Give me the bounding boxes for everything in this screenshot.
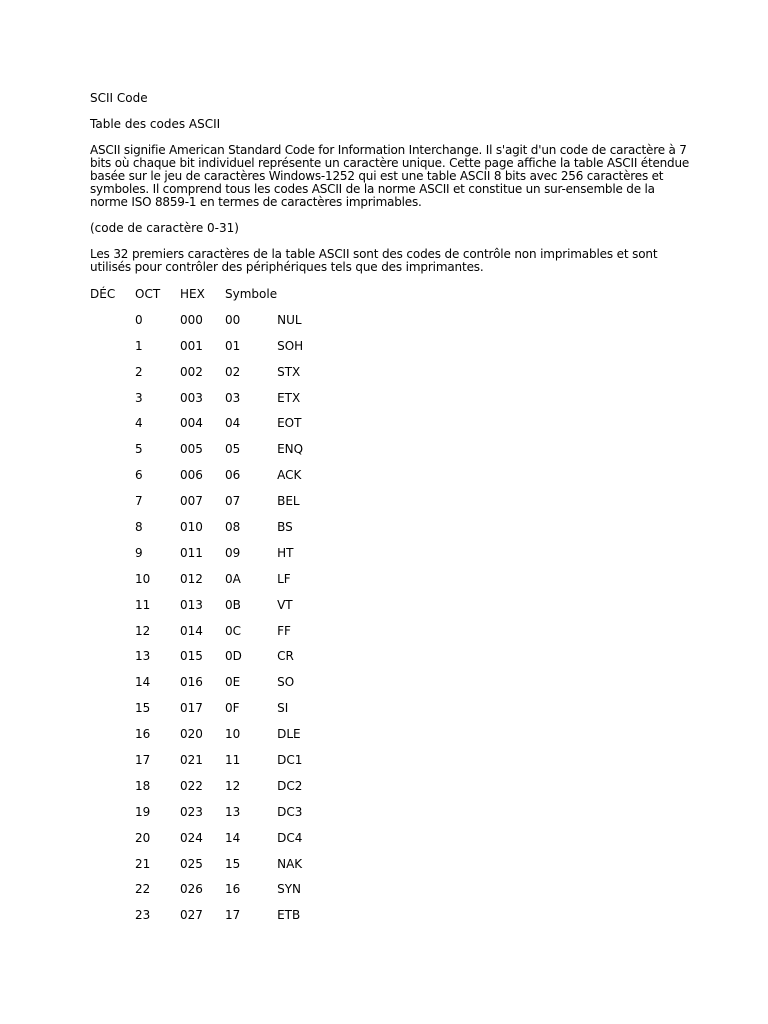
- cell-empty: [90, 753, 135, 779]
- cell-oct: 000: [180, 312, 203, 327]
- cell-empty: [90, 882, 135, 908]
- cell-oct: 016: [180, 675, 203, 690]
- table-row: [90, 753, 337, 779]
- cell-empty: [90, 675, 135, 701]
- cell-symbol: NUL: [277, 312, 302, 327]
- ascii-table-body: [90, 313, 337, 934]
- cell-hex: 16: [225, 882, 241, 897]
- table-row: [90, 727, 337, 753]
- cell-oct: 026: [180, 882, 203, 897]
- cell-oct: 004: [180, 416, 203, 431]
- cell-symbol: DC1: [277, 753, 303, 768]
- cell-dec: 16: [135, 727, 151, 742]
- cell-hex: 12: [225, 778, 241, 793]
- table-row: [90, 313, 337, 339]
- cell-empty: [90, 494, 135, 520]
- cell-empty: [90, 520, 135, 546]
- cell-dec: 21: [135, 856, 151, 871]
- cell-dec: 15: [135, 701, 151, 716]
- cell-hex: 07: [225, 494, 241, 509]
- cell-symbol: SOH: [277, 338, 304, 353]
- cell-oct: 005: [180, 442, 203, 457]
- cell-hex: 0C: [225, 623, 242, 638]
- cell-empty: [90, 649, 135, 675]
- cell-empty: [90, 727, 135, 753]
- cell-empty: [90, 416, 135, 442]
- cell-dec: 5: [135, 442, 143, 457]
- cell-hex: 06: [225, 468, 241, 483]
- table-row: [90, 391, 337, 417]
- table-row: [90, 365, 337, 391]
- cell-oct: 022: [180, 778, 203, 793]
- cell-empty: [90, 805, 135, 831]
- cell-hex: 02: [225, 364, 241, 379]
- cell-dec: 7: [135, 494, 143, 509]
- ascii-table: [90, 287, 337, 934]
- cell-oct: 001: [180, 338, 203, 353]
- table-row: [90, 857, 337, 883]
- table-row: [90, 649, 337, 675]
- cell-dec: 9: [135, 545, 143, 560]
- cell-oct: 012: [180, 571, 203, 586]
- cell-oct: 003: [180, 390, 203, 405]
- cell-symbol: ACK: [277, 468, 302, 483]
- cell-dec: 1: [135, 338, 143, 353]
- range-note: (code de caractère 0-31): [90, 221, 239, 235]
- cell-dec: 2: [135, 364, 143, 379]
- cell-symbol: DC2: [277, 778, 303, 793]
- cell-empty: [90, 442, 135, 468]
- cell-dec: 17: [135, 753, 151, 768]
- table-row: [90, 546, 337, 572]
- cell-empty: [90, 339, 135, 365]
- table-row: [90, 442, 337, 468]
- table-header-row: [90, 287, 337, 313]
- table-row: [90, 416, 337, 442]
- table-row: [90, 339, 337, 365]
- cell-dec: 11: [135, 597, 151, 612]
- table-row: [90, 908, 337, 934]
- cell-oct: 007: [180, 494, 203, 509]
- cell-symbol: SO: [277, 675, 295, 690]
- cell-symbol: ENQ: [277, 442, 304, 457]
- table-row: [90, 882, 337, 908]
- cell-oct: 015: [180, 649, 203, 664]
- cell-oct: 011: [180, 545, 203, 560]
- cell-hex: 0A: [225, 571, 241, 586]
- cell-hex: 00: [225, 312, 241, 327]
- cell-dec: 8: [135, 520, 143, 535]
- cell-dec: 18: [135, 778, 151, 793]
- document-subtitle: Table des codes ASCII: [90, 117, 221, 131]
- cell-empty: [90, 468, 135, 494]
- cell-empty: [90, 365, 135, 391]
- cell-oct: 023: [180, 804, 203, 819]
- cell-hex: 10: [225, 727, 241, 742]
- cell-oct: 027: [180, 908, 203, 923]
- cell-hex: 0F: [225, 701, 240, 716]
- cell-symbol: HT: [277, 545, 294, 560]
- cell-empty: [90, 624, 135, 650]
- table-row: [90, 701, 337, 727]
- cell-dec: 6: [135, 468, 143, 483]
- table-row: [90, 779, 337, 805]
- cell-symbol: BEL: [277, 494, 300, 509]
- header-hex: HEX: [180, 287, 205, 301]
- cell-hex: 14: [225, 830, 241, 845]
- cell-dec: 13: [135, 649, 151, 664]
- cell-dec: 12: [135, 623, 151, 638]
- cell-oct: 002: [180, 364, 203, 379]
- cell-dec: 3: [135, 390, 143, 405]
- cell-oct: 013: [180, 597, 203, 612]
- cell-empty: [90, 908, 135, 934]
- table-row: [90, 520, 337, 546]
- cell-oct: 021: [180, 753, 203, 768]
- header-oct: OCT: [135, 287, 161, 301]
- cell-hex: 17: [225, 908, 241, 923]
- cell-hex: 03: [225, 390, 241, 405]
- cell-oct: 020: [180, 727, 203, 742]
- cell-oct: 014: [180, 623, 203, 638]
- cell-oct: 010: [180, 520, 203, 535]
- cell-hex: 09: [225, 545, 241, 560]
- cell-hex: 0E: [225, 675, 241, 690]
- cell-oct: 006: [180, 468, 203, 483]
- intro-paragraph: ASCII signifie American Standard Code for Information Interchange. Il s'agit d'un code de caractère à 7 bits où chaque bit individuel représente un caractère unique. Cette page affiche la table ASCII étendue basée sur le jeu de caractères Windows-1252 qui est une table ASCII 8 bits avec 256 caractères et symboles. Il comprend tous les codes ASCII de la norme ASCII et constitue un sur-ensemble de la norme ISO 8859-1 en termes de caractères imprimables.: [90, 143, 690, 209]
- table-row: [90, 675, 337, 701]
- cell-dec: 0: [135, 312, 143, 327]
- cell-symbol: STX: [277, 364, 301, 379]
- cell-symbol: SI: [277, 701, 289, 716]
- cell-symbol: FF: [277, 623, 291, 638]
- cell-empty: [90, 779, 135, 805]
- cell-symbol: DLE: [277, 727, 301, 742]
- cell-symbol: SYN: [277, 882, 302, 897]
- cell-symbol: NAK: [277, 856, 303, 871]
- cell-empty: [90, 598, 135, 624]
- table-row: [90, 468, 337, 494]
- cell-empty: [90, 857, 135, 883]
- table-row: [90, 572, 337, 598]
- cell-empty: [90, 313, 135, 339]
- cell-hex: 13: [225, 804, 241, 819]
- cell-dec: 14: [135, 675, 151, 690]
- cell-symbol: VT: [277, 597, 293, 612]
- cell-empty: [90, 831, 135, 857]
- table-row: [90, 624, 337, 650]
- cell-oct: 017: [180, 701, 203, 716]
- cell-symbol: EOT: [277, 416, 302, 431]
- cell-dec: 10: [135, 571, 151, 586]
- description-paragraph: Les 32 premiers caractères de la table ASCII sont des codes de contrôle non imprimables et sont utilisés pour contrôler des périphériques tels que des imprimantes.: [90, 247, 658, 274]
- document-title: SCII Code: [90, 91, 148, 105]
- cell-hex: 05: [225, 442, 241, 457]
- cell-empty: [90, 546, 135, 572]
- cell-empty: [90, 391, 135, 417]
- cell-hex: 04: [225, 416, 241, 431]
- document-page: [90, 92, 690, 934]
- table-row: [90, 805, 337, 831]
- cell-hex: 0B: [225, 597, 241, 612]
- table-row: [90, 494, 337, 520]
- cell-hex: 08: [225, 520, 241, 535]
- header-dec: DÉC: [90, 287, 116, 301]
- cell-dec: 19: [135, 804, 151, 819]
- cell-dec: 23: [135, 908, 151, 923]
- header-spacer: [277, 287, 337, 313]
- cell-symbol: BS: [277, 520, 293, 535]
- header-symbol: Symbole: [225, 287, 278, 301]
- cell-symbol: ETB: [277, 908, 301, 923]
- cell-hex: 15: [225, 856, 241, 871]
- table-row: [90, 598, 337, 624]
- cell-hex: 11: [225, 753, 241, 768]
- cell-dec: 20: [135, 830, 151, 845]
- cell-symbol: CR: [277, 649, 294, 664]
- cell-dec: 4: [135, 416, 143, 431]
- cell-symbol: ETX: [277, 390, 301, 405]
- cell-oct: 024: [180, 830, 203, 845]
- cell-hex: 01: [225, 338, 241, 353]
- cell-empty: [90, 701, 135, 727]
- table-row: [90, 831, 337, 857]
- cell-symbol: DC4: [277, 830, 303, 845]
- cell-hex: 0D: [225, 649, 242, 664]
- cell-oct: 025: [180, 856, 203, 871]
- cell-symbol: DC3: [277, 804, 303, 819]
- cell-empty: [90, 572, 135, 598]
- cell-symbol: LF: [277, 571, 291, 586]
- cell-dec: 22: [135, 882, 151, 897]
